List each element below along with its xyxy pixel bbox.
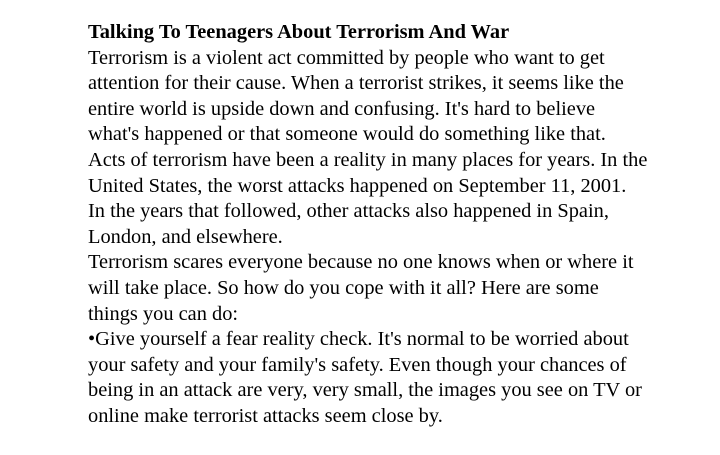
article xyxy=(88,20,648,430)
paragraph-history: Acts of terrorism have been a reality in many places for years. In the United States, the worst attacks happened on September 11, 2001. In the years that followed, other attacks also happened in Spain, London, and elsewhere. xyxy=(88,148,648,248)
article-title: Talking To Teenagers About Terrorism And War xyxy=(88,21,510,43)
paragraph-intro: Terrorism is a violent act committed by people who want to get attention for their cause. When a terrorist strikes, it seems like the entire world is upside down and confusing. It's hard to believe what's happened or that someone would do something like that. xyxy=(88,46,624,146)
list-item-fear-check: •Give yourself a fear reality check. It's normal to be worried about your safety and your family's safety. Even though your chances of being in an attack are very, very small, the images you see on TV or online make terrorist attacks seem close by. xyxy=(88,328,642,427)
paragraph-coping: Terrorism scares everyone because no one knows when or where it will take place. So how do you cope with it all? Here are some things you can do: xyxy=(88,251,634,325)
